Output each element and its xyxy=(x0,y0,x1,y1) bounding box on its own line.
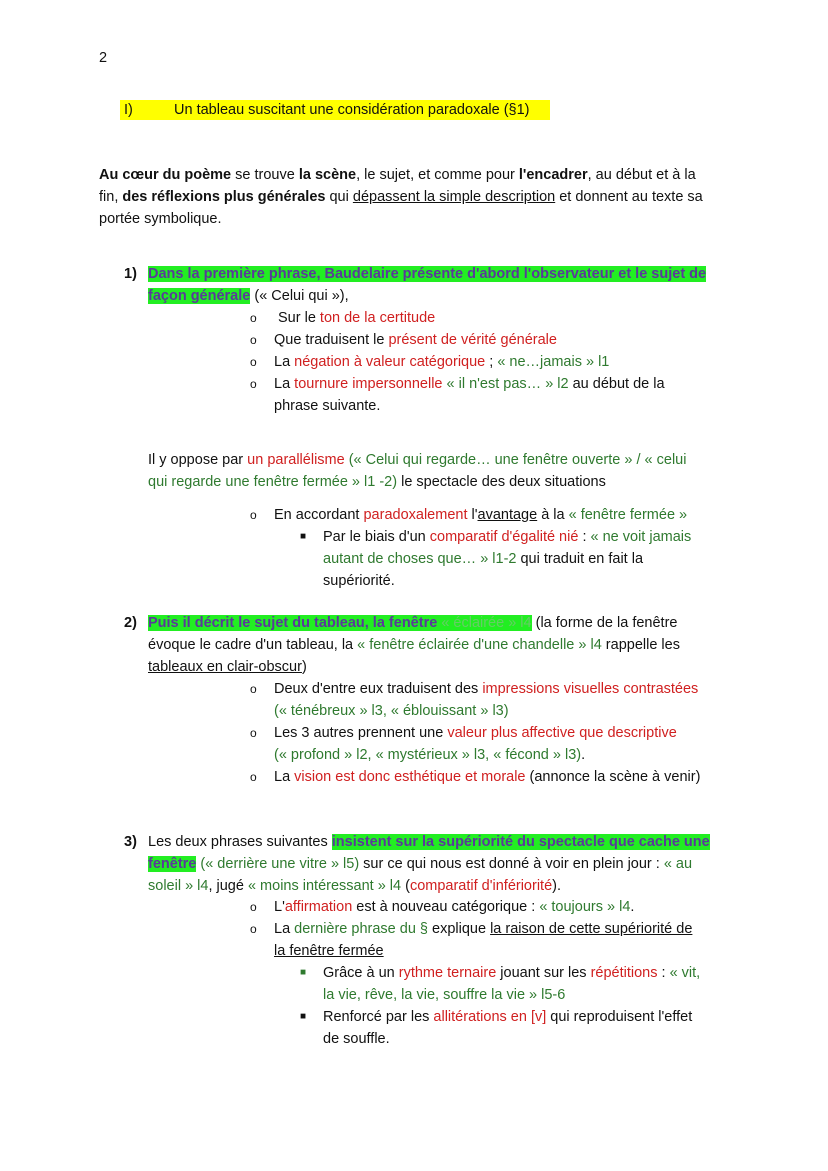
s1-square-item-line-2: autant de choses que… » l1-2 qui traduit en fait la xyxy=(323,551,644,567)
s1-sub-bullet: En accordant paradoxalement l'avantage à la « fenêtre fermée » xyxy=(274,507,688,523)
circle-bullet-icon: o xyxy=(250,377,257,391)
s2-bullet-2: Les 3 autres prennent une valeur plus affective que descriptive xyxy=(274,725,677,741)
circle-bullet-icon: o xyxy=(250,900,257,914)
intro-line-2: fin, des réflexions plus générales qui dépassent la simple description et donnent au texte sa xyxy=(99,189,703,205)
s3-bullet-2: La dernière phrase du § explique la raison de cette supériorité de xyxy=(274,921,693,937)
section-1-line-2: façon générale (« Celui qui »), xyxy=(148,288,349,304)
s1-bullet-4-cont: phrase suivante. xyxy=(274,398,381,414)
section-2-line-3: tableaux en clair-obscur) xyxy=(148,659,307,675)
circle-bullet-icon: o xyxy=(250,311,257,325)
circle-bullet-icon: o xyxy=(250,333,257,347)
s3-square-item-2: Renforcé par les allitérations en [v] qui reproduisent l'effet xyxy=(323,1009,693,1025)
section-3-line-2: fenêtre (« derrière une vitre » l5) sur ce qui nous est donné à voir en plein jour : « au xyxy=(148,856,693,872)
page-number: 2 xyxy=(99,50,108,66)
circle-bullet-icon: o xyxy=(250,508,257,522)
s1-bullet-2: Que traduisent le présent de vérité générale xyxy=(274,332,557,348)
section-2-line-1: Puis il décrit le sujet du tableau, la fenêtre « éclairée » l4 (la forme de la fenêtre xyxy=(148,615,678,631)
square-bullet-icon: ■ xyxy=(300,967,307,978)
intro-line-3: portée symbolique. xyxy=(99,211,222,227)
section-2-number: 2) xyxy=(124,615,137,631)
s3-square-item-1: Grâce à un rythme ternaire jouant sur les répétitions : « vit, xyxy=(323,965,701,981)
square-bullet-icon: ■ xyxy=(300,1011,307,1022)
section-3-line-1: Les deux phrases suivantes insistent sur la supériorité du spectacle que cache une xyxy=(148,834,710,850)
s1-bullet-4: La tournure impersonnelle « il n'est pas… » l2 au début de la xyxy=(274,376,665,392)
section-1-number: 1) xyxy=(124,266,137,282)
section-3-line-3: soleil » l4, jugé « moins intéressant » l4 (comparatif d'infériorité). xyxy=(148,878,562,894)
s1-paragraph-line-1: Il y oppose par un parallélisme (« Celui qui regarde… une fenêtre ouverte » / « celui xyxy=(148,452,687,468)
s2-bullet-1-cont: (« ténébreux » l3, « éblouissant » l3) xyxy=(274,703,509,719)
s2-bullet-3: La vision est donc esthétique et morale (annonce la scène à venir) xyxy=(274,769,701,785)
s2-bullet-2-cont: (« profond » l2, « mystérieux » l3, « fécond » l3). xyxy=(274,747,586,763)
section-1-line-1: Dans la première phrase, Baudelaire présente d'abord l'observateur et le sujet de xyxy=(148,266,707,282)
circle-bullet-icon: o xyxy=(250,682,257,696)
s1-bullet-3: La négation à valeur catégorique ; « ne…jamais » l1 xyxy=(274,354,610,370)
s1-square-item-line-3: supériorité. xyxy=(323,573,395,589)
section-3-number: 3) xyxy=(124,834,137,850)
circle-bullet-icon: o xyxy=(250,726,257,740)
s3-square-item-2-cont: de souffle. xyxy=(323,1031,390,1047)
s3-square-item-1-cont: la vie, rêve, la vie, souffre la vie » l5-6 xyxy=(323,987,566,1003)
s3-bullet-1: L'affirmation est à nouveau catégorique : « toujours » l4. xyxy=(274,899,635,915)
circle-bullet-icon: o xyxy=(250,355,257,369)
heading-number: I) xyxy=(124,102,133,118)
circle-bullet-icon: o xyxy=(250,770,257,784)
s1-square-item-line-1: Par le biais d'un comparatif d'égalité nié : « ne voit jamais xyxy=(323,529,692,545)
heading-title: Un tableau suscitant une considération paradoxale (§1) xyxy=(174,102,530,118)
circle-bullet-icon: o xyxy=(250,922,257,936)
s1-paragraph-line-2: qui regarde une fenêtre fermée » l1 -2) le spectacle des deux situations xyxy=(148,474,606,490)
s2-bullet-1: Deux d'entre eux traduisent des impressions visuelles contrastées xyxy=(274,681,699,697)
intro-line-1: Au cœur du poème se trouve la scène, le sujet, et comme pour l'encadrer, au début et à la xyxy=(99,167,696,183)
square-bullet-icon: ■ xyxy=(300,531,307,542)
s1-bullet-1: Sur le ton de la certitude xyxy=(278,310,436,326)
s3-bullet-2-cont: la fenêtre fermée xyxy=(274,943,384,959)
section-2-line-2: évoque le cadre d'un tableau, la « fenêtre éclairée d'une chandelle » l4 rappelle les xyxy=(148,637,680,653)
